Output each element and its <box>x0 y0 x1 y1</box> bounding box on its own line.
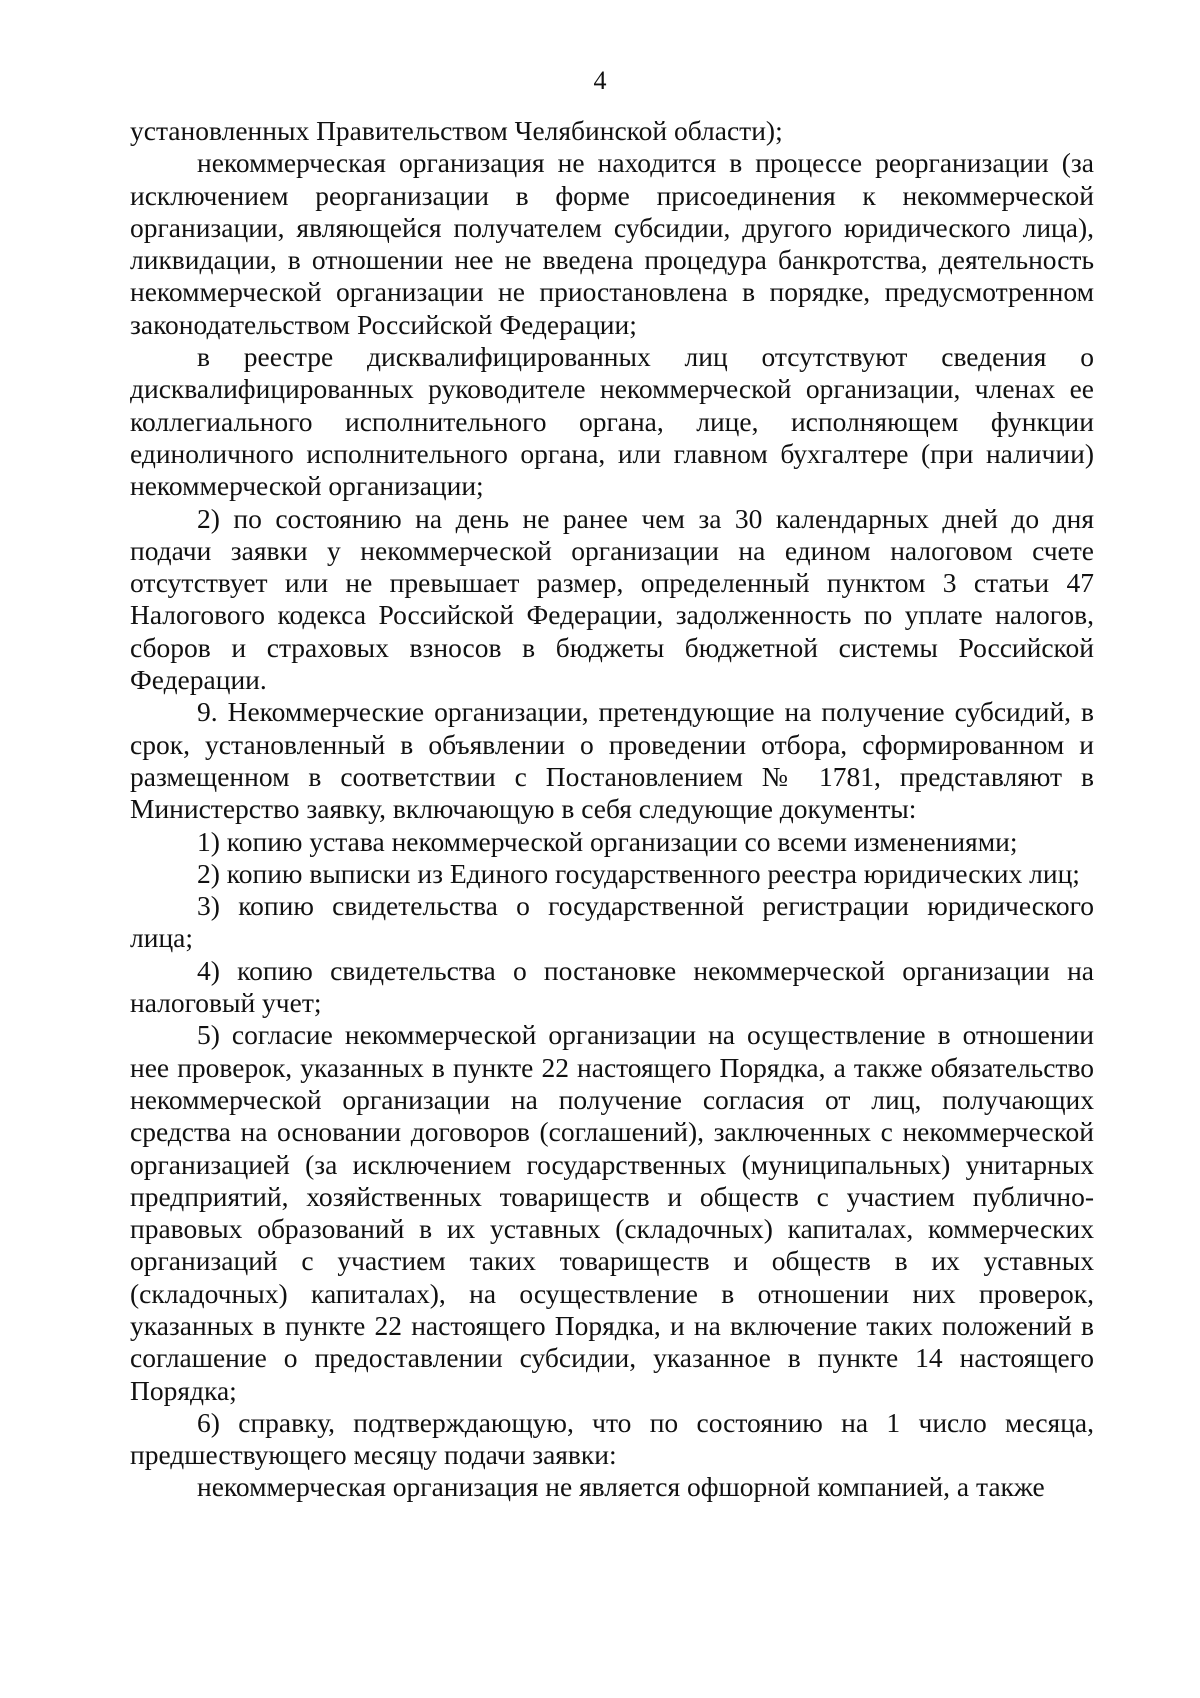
paragraph-reorganization: некоммерческая организация не находится в процессе реорганизации (за исключением реорганизации в форме присоединения к некоммерческой организации, являющейся получателем субсидии, другого юридического лица), ликвидации, в отношении нее не введена процедура банкротства, деятельность некоммерческой организации не приостановлена в порядке, предусмотренном законодательством Российской Федерации; <box>130 147 1094 340</box>
list-item-5: 5) согласие некоммерческой организации на осуществление в отношении нее проверок, указанных в пункте 22 настоящего Порядка, а также обязательство некоммерческой организации на получение согласия от лиц, получающих средства на основании договоров (соглашений), заключенных с некоммерческой организацией (за исключением государственных (муниципальных) унитарных предприятий, хозяйственных товариществ и обществ с участием публично-правовых образований в их уставных (складочных) капиталах, коммерческих организаций с участием таких товариществ и обществ в их уставных (складочных) капиталах), на осуществление в отношении них проверок, указанных в пункте 22 настоящего Порядка, и на включение таких положений в соглашение о предоставлении субсидии, указанное в пункте 14 настоящего Порядка; <box>130 1019 1094 1406</box>
document-body <box>130 115 1094 1504</box>
paragraph-clause-9: 9. Некоммерческие организации, претендующие на получение субсидий, в срок, установленный в объявлении о проведении отбора, сформированном и размещенном в соответствии с Постановлением № 1781, представляют в Министерство заявку, включающую в себя следующие документы: <box>130 696 1094 825</box>
list-item-3: 3) копию свидетельства о государственной регистрации юридического лица; <box>130 890 1094 954</box>
page-number: 4 <box>593 66 607 95</box>
paragraph-continuation: установленных Правительством Челябинской области); <box>130 115 783 146</box>
list-item-1: 1) копию устава некоммерческой организации со всеми изменениями; <box>197 825 1018 857</box>
list-item-2: 2) копию выписки из Единого государственного реестра юридических лиц; <box>197 857 1080 889</box>
list-item-6: 6) справку, подтверждающую, что по состоянию на 1 число месяца, предшествующего месяцу подачи заявки: <box>130 1406 1094 1471</box>
paragraph-item-2-tax-debt: 2) по состоянию на день не ранее чем за 30 календарных дней до дня подачи заявки у некоммерческой организации на едином налоговом счете отсутствует или не превышает размер, определенный пунктом 3 статьи 47 Налогового кодекса Российской Федерации, задолженность по уплате налогов, сборов и страховых взносов в бюджеты бюджетной системы Российской Федерации. <box>130 502 1094 696</box>
list-item-4: 4) копию свидетельства о постановке некоммерческой организации на налоговый учет; <box>130 954 1094 1019</box>
paragraph-offshore: некоммерческая организация не является офшорной компанией, а также <box>197 1471 1045 1503</box>
paragraph-disqualified-persons: в реестре дисквалифицированных лиц отсутствуют сведения о дисквалифицированных руководителе некоммерческой организации, членах ее коллегиального исполнительного органа, лице, исполняющем функции единоличного исполнительного органа, или главном бухгалтере (при наличии) некоммерческой организации; <box>130 341 1094 502</box>
